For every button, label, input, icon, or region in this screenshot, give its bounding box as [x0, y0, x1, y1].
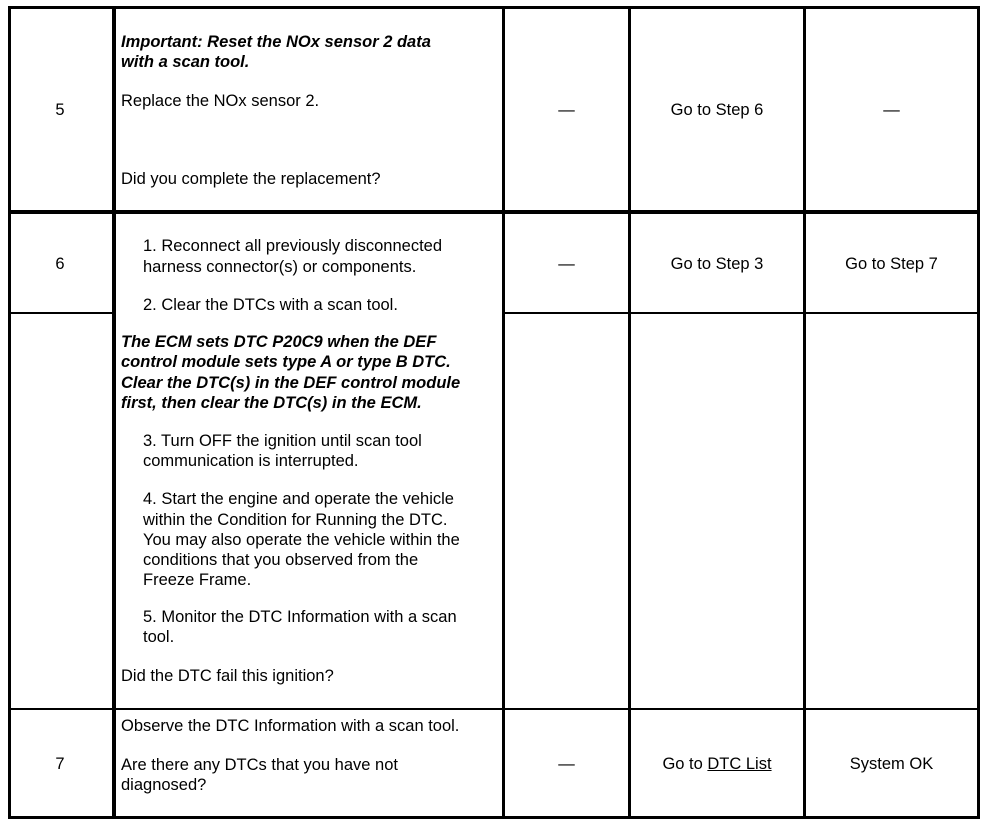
step-number: 6: [55, 255, 65, 273]
yes-prefix: Go to: [662, 755, 708, 773]
column-divider-yes: [803, 6, 806, 819]
column-divider-value: [628, 6, 631, 819]
column-divider-action: [502, 6, 505, 819]
list-item: 3. Turn OFF the ignition until scan tool: [143, 432, 422, 450]
important-note-line: first, then clear the DTC(s) in the ECM.: [121, 394, 422, 412]
row-divider-6-7: [8, 708, 980, 710]
action-text: Replace the NOx sensor 2.: [121, 92, 320, 110]
list-item: Freeze Frame.: [143, 571, 252, 589]
list-item: 2. Clear the DTCs with a scan tool.: [143, 296, 398, 314]
value-cell: —: [558, 101, 575, 119]
column-divider-step: [112, 6, 116, 819]
important-note-line: control module sets type A or type B DTC.: [121, 353, 451, 371]
table-border-top: [8, 6, 980, 9]
question-text: Did the DTC fail this ignition?: [121, 667, 334, 685]
question-text: Did you complete the replacement?: [121, 170, 381, 188]
table-border-left: [8, 6, 11, 819]
step-number: 7: [55, 755, 65, 773]
no-cell: Go to Step 7: [845, 255, 938, 273]
yes-cell: Go to Step 3: [670, 255, 764, 273]
important-note-line: Clear the DTC(s) in the DEF control module: [121, 374, 461, 392]
question-text: diagnosed?: [121, 776, 207, 794]
table-border-bottom: [8, 816, 980, 819]
important-note-line: with a scan tool.: [121, 53, 250, 71]
yes-cell: [631, 754, 803, 774]
no-cell: —: [883, 101, 900, 119]
list-item: tool.: [143, 628, 175, 646]
list-item: conditions that you observed from the: [143, 551, 419, 569]
question-text: Are there any DTCs that you have not: [121, 756, 398, 774]
important-note-line: Important: Reset the NOx sensor 2 data: [121, 33, 431, 51]
step-number: 5: [55, 101, 65, 119]
list-item: 5. Monitor the DTC Information with a scan: [143, 608, 457, 626]
action-text: Observe the DTC Information with a scan tool.: [121, 717, 460, 735]
yes-cell: Go to Step 6: [670, 101, 764, 119]
row-divider-6-inner-right: [503, 312, 980, 314]
row-divider-6-inner: [8, 312, 113, 314]
no-cell: System OK: [849, 755, 934, 773]
row-divider-5-6: [8, 210, 980, 214]
list-item: harness connector(s) or components.: [143, 258, 417, 276]
list-item: within the Condition for Running the DTC.: [143, 511, 448, 529]
important-note-line: The ECM sets DTC P20C9 when the DEF: [121, 333, 437, 351]
list-item: You may also operate the vehicle within the: [143, 531, 460, 549]
value-cell: —: [558, 255, 575, 273]
list-item: 4. Start the engine and operate the vehicle: [143, 490, 454, 508]
dtc-list-link[interactable]: DTC List: [707, 755, 772, 773]
value-cell: —: [558, 755, 575, 773]
list-item: communication is interrupted.: [143, 452, 359, 470]
list-item: 1. Reconnect all previously disconnected: [143, 237, 443, 255]
table-border-right: [977, 6, 980, 819]
